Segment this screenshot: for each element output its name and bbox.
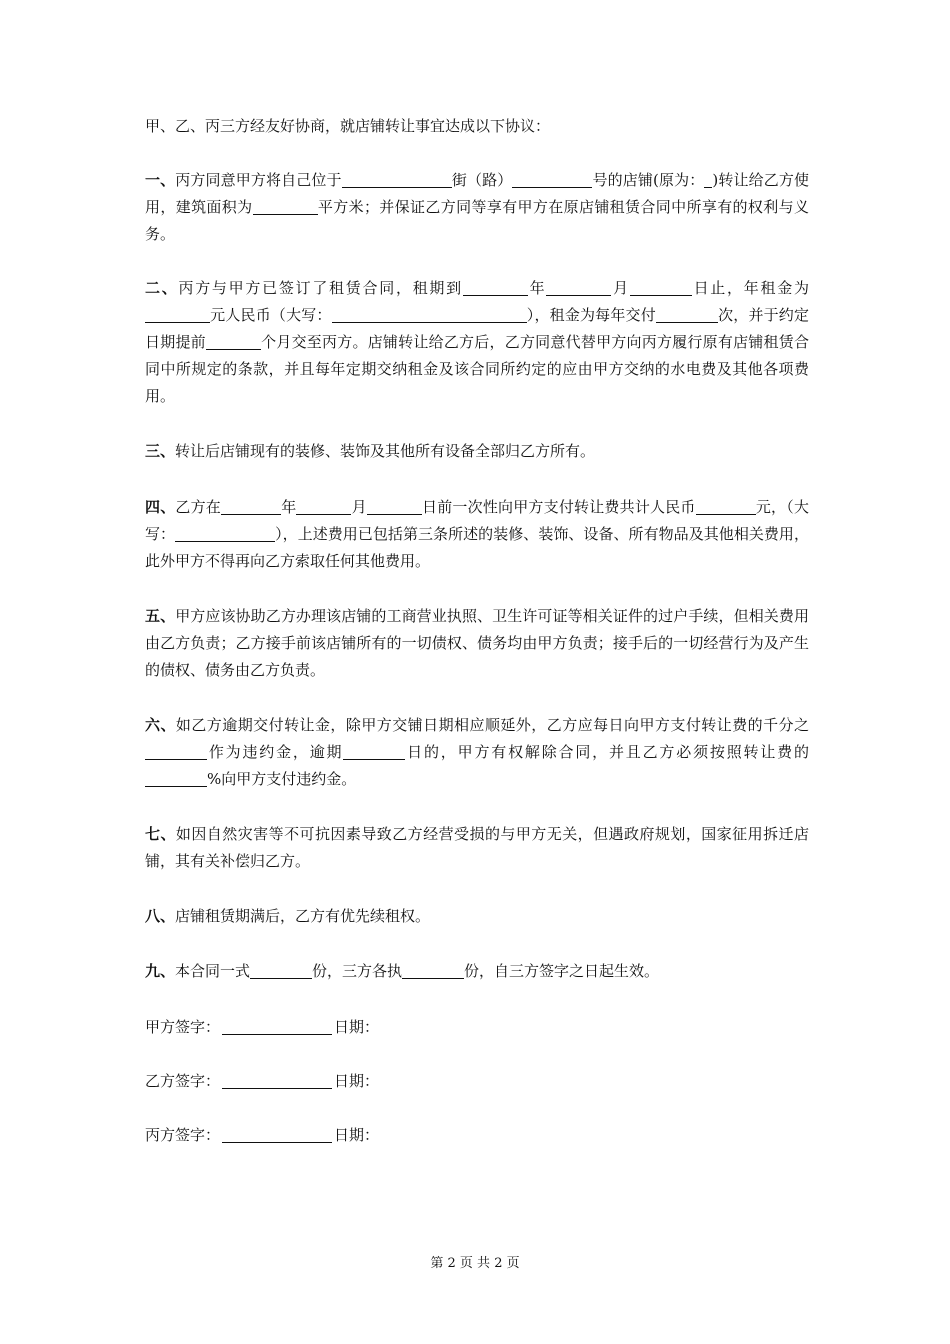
clause-text: 年	[527, 279, 547, 297]
clause-text: 甲方应该协助乙方办理该店铺的工商营业执照、卫生许可证等相关证件的过户手续，但相关费用由乙方负责；乙方接手前该店铺所有的一切债权、债务均由甲方负责；接手后的一切经营行为及产生的债权、债务由乙方负责。	[145, 607, 809, 679]
signature-blank[interactable]	[222, 1018, 332, 1035]
lease-day-blank[interactable]	[630, 279, 692, 296]
lease-year-blank[interactable]	[463, 279, 528, 296]
lease-month-blank[interactable]	[546, 279, 611, 296]
page-footer: 第 2 页 共 2 页	[430, 1256, 520, 1271]
clause-text: 日止，年租金为	[691, 279, 809, 297]
signature-line-party-c	[145, 1124, 379, 1146]
clause-text: 元，（大写：	[145, 498, 809, 543]
clause-4-number: 四、	[145, 498, 176, 516]
signature-blank[interactable]	[222, 1126, 332, 1143]
clause-text: 号的店铺(原为：	[592, 171, 705, 189]
clause-6	[145, 712, 809, 793]
clause-text: 元人民币（大写：	[210, 306, 332, 324]
clause-text: 年	[281, 498, 297, 516]
clause-text: 本合同一式	[175, 962, 251, 980]
date-label: 日期：	[334, 1126, 380, 1144]
clause-text: 日前一次性向甲方支付转让费共计人民币	[421, 498, 696, 516]
clause-3-number: 三、	[145, 442, 176, 460]
signature-label: 乙方签字：	[145, 1072, 221, 1090]
clause-text: 转让后店铺现有的装修、装饰及其他所有设备全部归乙方所有。	[175, 442, 596, 460]
clause-text: 个月交至丙方。店铺转让给乙方后，乙方同意代替甲方向丙方履行原有店铺租赁合同中所规定的条款，并且每年定期交纳租金及该合同所约定的应由甲方交纳的水电费及其他各项费用。	[145, 333, 809, 405]
clause-text: 作为违约金，逾期	[207, 743, 344, 761]
advance-months-blank[interactable]	[206, 333, 261, 350]
clause-5	[145, 603, 809, 684]
clause-text: 街（路）	[451, 171, 513, 189]
clause-text: 份，自三方签字之日起生效。	[464, 962, 660, 980]
signature-label: 丙方签字：	[145, 1126, 221, 1144]
transfer-fee-blank[interactable]	[696, 498, 756, 515]
payment-times-blank[interactable]	[656, 306, 718, 323]
clause-text: 月	[351, 498, 367, 516]
number-blank[interactable]	[512, 171, 592, 188]
clause-7	[145, 821, 809, 875]
area-blank[interactable]	[253, 198, 318, 215]
signature-blank[interactable]	[222, 1072, 332, 1089]
copies-each-blank[interactable]	[402, 962, 464, 979]
clause-text: )转让给乙方使用，建筑面积为	[145, 171, 809, 216]
clause-text: 丙方与甲方已签订了租赁合同，租期到	[178, 279, 463, 297]
clause-2	[145, 275, 809, 410]
pay-day-blank[interactable]	[367, 498, 422, 515]
clause-text: 日的，甲方有权解除合同，并且乙方必须按照转让费的	[405, 743, 809, 761]
clause-text: 店铺租赁期满后，乙方有优先续租权。	[175, 907, 431, 925]
clause-6-number: 六、	[145, 716, 176, 734]
overdue-days-blank[interactable]	[343, 743, 405, 760]
clause-3	[145, 438, 809, 465]
pay-month-blank[interactable]	[296, 498, 351, 515]
pay-year-blank[interactable]	[221, 498, 281, 515]
copies-total-blank[interactable]	[250, 962, 312, 979]
date-label: 日期：	[334, 1072, 380, 1090]
clause-9	[145, 958, 809, 985]
clause-9-number: 九、	[145, 962, 176, 980]
transfer-fee-capital-blank[interactable]	[175, 525, 275, 542]
clause-text: ），租金为每年交付	[526, 306, 656, 324]
clause-1-number: 一、	[145, 171, 176, 189]
street-blank[interactable]	[342, 171, 452, 188]
penalty-rate-blank[interactable]	[145, 743, 207, 760]
rent-capital-blank[interactable]	[332, 306, 527, 323]
penalty-percent-blank[interactable]	[145, 770, 207, 787]
clause-8	[145, 903, 809, 930]
clause-8-number: 八、	[145, 907, 176, 925]
clause-text: ），上述费用已包括第三条所述的装修、装饰、设备、所有物品及其他相关费用，此外甲方不得再向乙方索取任何其他费用。	[145, 525, 809, 570]
clause-4	[145, 494, 809, 575]
intro-paragraph: 甲、乙、丙三方经友好协商，就店铺转让事宜达成以下协议：	[145, 117, 551, 135]
date-label: 日期：	[334, 1018, 380, 1036]
clause-1	[145, 167, 809, 248]
rent-amount-blank[interactable]	[145, 306, 210, 323]
clause-5-number: 五、	[145, 607, 176, 625]
clause-text: 份，三方各执	[312, 962, 403, 980]
clause-text: 如乙方逾期交付转让金，除甲方交铺日期相应顺延外，乙方应每日向甲方支付转让费的千分之	[175, 716, 809, 734]
clause-text: 月	[611, 279, 630, 297]
clause-7-number: 七、	[145, 825, 176, 843]
clause-text: 如因自然灾害等不可抗因素导致乙方经营受损的与甲方无关，但遇政府规划，国家征用拆迁店铺，其有关补偿归乙方。	[145, 825, 809, 870]
clause-text: 平方米；并保证乙方同等享有甲方在原店铺租赁合同中所享有的权利与义务。	[145, 198, 809, 243]
clause-text: 丙方同意甲方将自己位于	[175, 171, 342, 189]
signature-label: 甲方签字：	[145, 1018, 221, 1036]
signature-line-party-b	[145, 1070, 379, 1092]
signature-line-party-a	[145, 1016, 379, 1038]
clause-text: 乙方在	[175, 498, 222, 516]
clause-text: 次，并于约定日期提前	[145, 306, 809, 351]
clause-2-number: 二、	[145, 279, 179, 297]
clause-text: %向甲方支付违约金。	[207, 770, 357, 788]
